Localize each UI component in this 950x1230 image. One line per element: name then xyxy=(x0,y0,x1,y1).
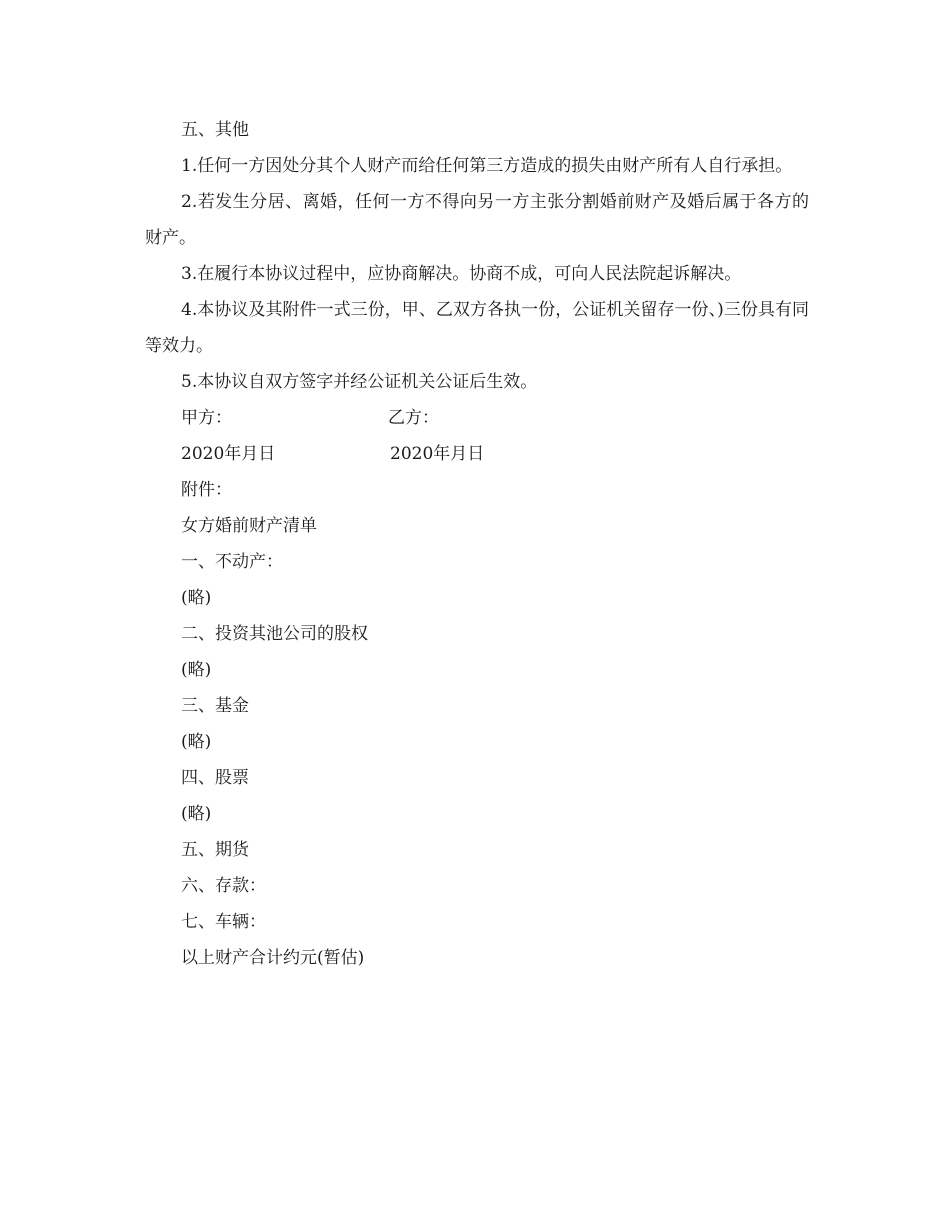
attachment-item: 四、股票 xyxy=(181,768,249,788)
attachment-label: 附件： xyxy=(181,480,232,500)
attachment-item: 三、基金 xyxy=(181,696,249,716)
attachment-item: 七、车辆： xyxy=(181,912,266,932)
signature-dates-row xyxy=(145,436,809,472)
attachment-item: 二、投资其池公司的股权 xyxy=(181,624,368,644)
clause-5: 5.本协议自双方签字并经公证机关公证后生效。 xyxy=(181,372,538,392)
attachment-item: (略) xyxy=(181,732,212,752)
party-a-label: 甲方： xyxy=(181,408,232,428)
attachment-item: 五、期货 xyxy=(181,840,249,860)
attachment-title: 女方婚前财产清单 xyxy=(181,516,317,536)
attachment-item: (略) xyxy=(181,804,212,824)
attachment-item: 六、存款： xyxy=(181,876,266,896)
attachment-item: (略) xyxy=(181,660,212,680)
clause-1: 1.任何一方因处分其个人财产而给任何第三方造成的损失由财产所有人自行承担。 xyxy=(181,156,793,176)
party-b-label: 乙方： xyxy=(388,408,439,428)
clause-2: 2.若发生分居、离婚，任何一方不得向另一方主张分割婚前财产及婚后属于各方的财产。 xyxy=(145,192,809,248)
clause-4: 4.本协议及其附件一式三份，甲、乙双方各执一份，公证机关留存一份、)三份具有同等效力。 xyxy=(145,300,809,356)
document-body xyxy=(145,112,809,976)
clause-3: 3.在履行本协议过程中，应协商解决。协商不成，可向人民法院起诉解决。 xyxy=(181,264,742,284)
attachment-item: 一、不动产： xyxy=(181,552,283,572)
attachment-total: 以上财产合计约元(暂估) xyxy=(181,948,365,968)
section-heading: 五、其他 xyxy=(181,120,249,140)
attachment-item: (略) xyxy=(181,588,212,608)
party-b-date: 2020年月日 xyxy=(390,444,485,464)
signature-parties-row xyxy=(145,400,809,436)
party-a-date: 2020年月日 xyxy=(181,444,276,464)
